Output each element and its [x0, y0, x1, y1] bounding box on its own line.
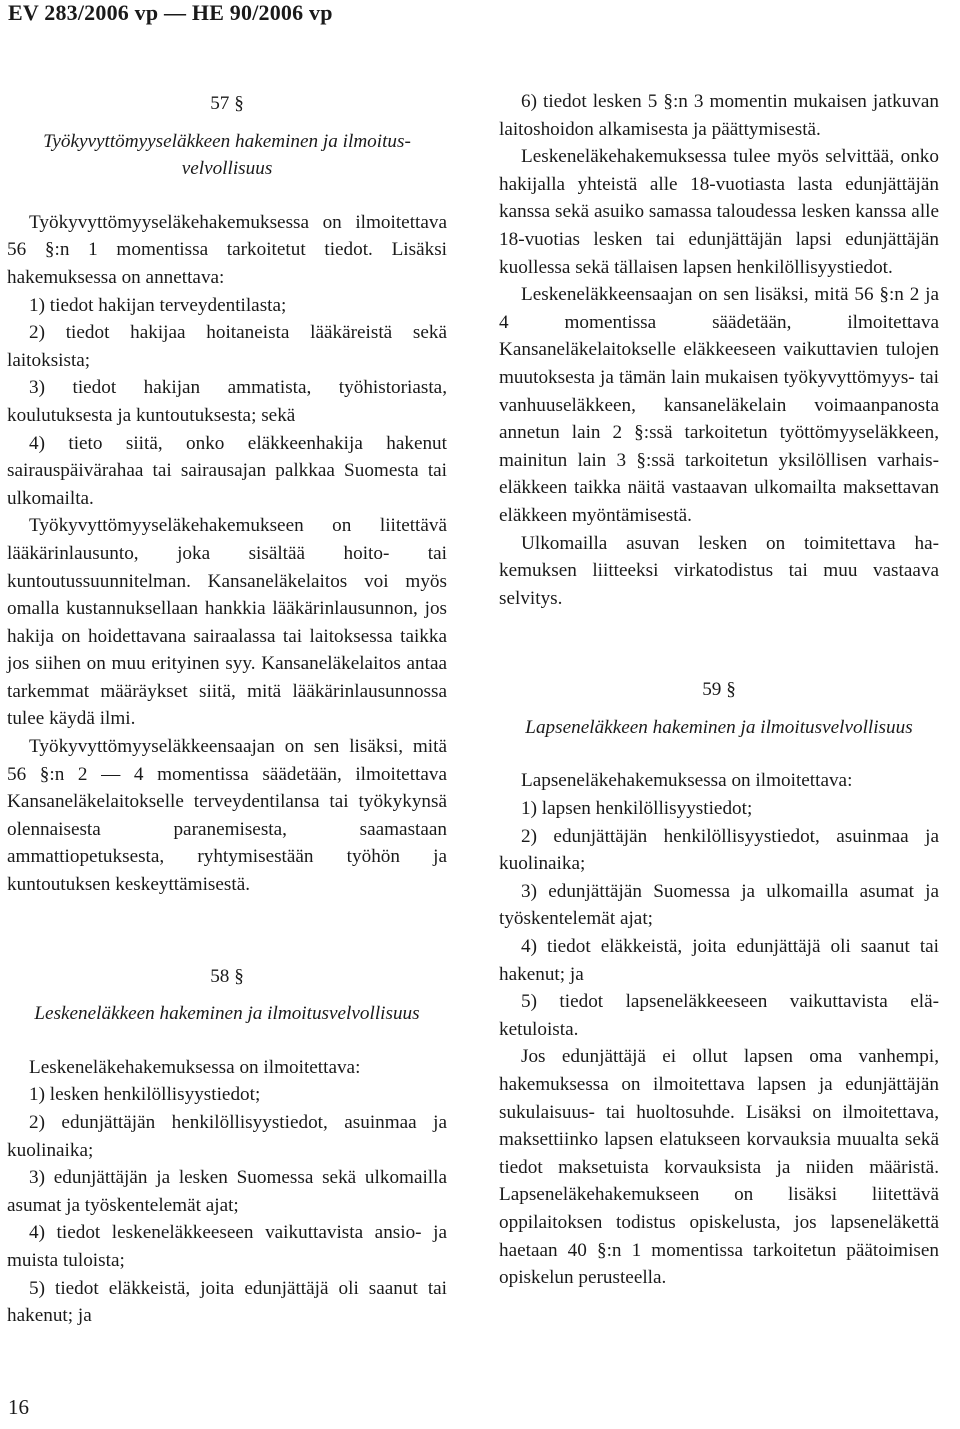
section-57-item-2: 2) tiedot hakijaa hoitaneista lääkäreistä sekä laitoksista; — [7, 322, 447, 371]
section-58-item-1: 1) lesken henkilöllisyystiedot; — [29, 1084, 261, 1106]
section-59-title: Lapseneläkkeen hakeminen ja ilmoitusvelvollisuus — [525, 716, 913, 738]
section-57-paragraph-2: Työkyvyttömyyseläkehakemukseen on liitettävä lääkärinlausunto, joka sisältää hoito- tai kuntoutussuunnitelman. Kansaneläkelaitos voi myös omalla kustannuksellaan hankkia lääkärinlausunnon, jos hakija on hoidettavana sairaalassa tai laitoksessa taikka jos siihen on muu erityinen syy. Kansaneläkelaitos antaa tarkemmat määräykset siitä, mitä lääkärinlausunnossa tulee käydä ilmi. — [7, 515, 447, 730]
section-58-paragraph-1: Leskeneläkehakemuksessa on ilmoitettava: — [29, 1056, 361, 1078]
running-header: EV 283/2006 vp — HE 90/2006 vp — [8, 0, 333, 25]
section-59-number: 59 § — [702, 679, 736, 701]
section-57-title: Työkyvyttömyyseläkkeen hakeminen ja ilmoitusvelvollisuus — [43, 130, 411, 180]
section-58-item-5: 5) tiedot eläkkeistä, joita edunjättäjä oli saanut tai hakenut; ja — [7, 1277, 447, 1327]
section-58-item-6: 6) tiedot lesken 5 §:n 3 momentin mukaisen jatkuvan laitoshoidon alkamisesta ja päättymisestä. — [499, 91, 939, 140]
section-58-title: Leskeneläkkeen hakeminen ja ilmoitusvelvollisuus — [34, 1003, 420, 1025]
section-58-paragraph-4: Ulkomailla asuvan lesken on toimitettava hakemuksen liitteeksi virkatodistus tai muu vastaava selvitys. — [499, 532, 939, 609]
section-58-paragraph-3: Leskeneläkkeensaajan on sen lisäksi, mitä 56 §:n 2 ja 4 momentissa säädetään, ilmoitettava Kansaneläkelaitokselle eläkkeeseen vaikuttavien tulojen muutoksesta ja tämän lain mukaisen työkyvyttömyys- tai vanhuuseläkkeen, kansaneläkelain voimaanpanosta annetun lain 2 §:ssä tarkoitetun työttömyyseläkkeen, mainitun lain 3 §:ssä tarkoitetun yksilöllisen varhaiseläkkeen taikka näitä vastaavan ulkomailta maksettavan eläkkeen myöntämisestä. — [499, 284, 939, 526]
left-column — [7, 80, 447, 1330]
section-57-paragraph-1: Työkyvyttömyyseläkehakemuksessa on ilmoitettava 56 §:n 1 momentissa tarkoitetut tiedot. Lisäksi hakemuksessa on annettava: — [7, 211, 447, 288]
section-58-item-3: 3) edunjättäjän ja lesken Suomessa sekä ulkomailla asumat ja työskentelemät ajat; — [7, 1167, 447, 1216]
section-59-item-4: 4) tiedot eläkkeistä, joita edunjättäjä oli saanut tai hakenut; ja — [499, 936, 939, 985]
section-59-item-2: 2) edunjättäjän henkilöllisyystiedot, asuinmaa ja kuolinaika; — [499, 825, 939, 875]
section-58-item-2: 2) edunjättäjän henkilöllisyystiedot, asuinmaa ja kuolinaika; — [7, 1112, 447, 1161]
section-58-number: 58 § — [210, 965, 244, 987]
section-59-item-1: 1) lapsen henkilöllisyystiedot; — [521, 798, 753, 820]
section-59-item-3: 3) edunjättäjän Suomessa ja ulkomailla asumat ja työskentelemät ajat; — [499, 880, 939, 930]
section-58-item-4: 4) tiedot leskeneläkkeeseen vaikuttavista ansio- ja muista tuloista; — [7, 1222, 447, 1271]
section-59-item-5: 5) tiedot lapseneläkkeeseen vaikuttavista eläketuloista. — [499, 991, 939, 1040]
right-column — [499, 88, 939, 1292]
section-59-paragraph-1: Lapseneläkehakemuksessa on ilmoitettava: — [521, 770, 853, 792]
section-spacer — [499, 612, 939, 666]
page-number: 16 — [8, 1395, 29, 1419]
section-58-paragraph-2: Leskeneläkehakemuksessa tulee myös selvittää, onko hakijalla yhteistä alle 18-vuotiasta lasta edunjättäjän kanssa sekä asuiko samassa taloudessa lesken kanssa alle 18-vuotias lesken tai edunjättäjän lapsi edunjättäjän kuollessa sekä tällaisen lapsen henkilöllisyystiedot. — [499, 146, 939, 278]
section-spacer — [7, 899, 447, 953]
section-57-item-3: 3) tiedot hakijan ammatista, työhistoriasta, koulutuksesta ja kuntoutuksesta; sekä — [7, 377, 447, 426]
section-57-item-4: 4) tieto siitä, onko eläkkeenhakija hakenut sairauspäivärahaa tai sairausajan palkkaa Suomesta tai ulkomailta. — [7, 432, 447, 509]
section-57-paragraph-3: Työkyvyttömyyseläkkeensaajan on sen lisäksi, mitä 56 §:n 2 — 4 momentissa säädetään, ilmoitettava Kansaneläkelaitokselle terveydentilansa tai työkykynsä olennaisesta paranemisesta, saamastaan ammattiopetuksesta, ryhtymisestään työhön ja kuntoutuksen keskeyttämisestä. — [7, 736, 447, 896]
section-59-paragraph-2: Jos edunjättäjä ei ollut lapsen oma vanhempi, hakemuksessa on ilmoitettava lapsen ja edunjättäjän sukulaisuus- tai huoltosuhde. Lisäksi on ilmoitettava, maksettiinko lapsen elatukseen korvauksia muualta sekä tiedot maksetuista korvauksista ja niiden määristä. Lapseneläkehakemukseen on lisäksi liitettävä oppilaitoksen todistus opiskelusta, jos lapseneläkettä haetaan 40 §:n 1 momentissa tarkoitetun päätoimisen opiskelun perusteella. — [499, 1046, 939, 1289]
section-57-number: 57 § — [210, 93, 244, 114]
section-57-item-1: 1) tiedot hakijan terveydentilasta; — [29, 294, 287, 316]
